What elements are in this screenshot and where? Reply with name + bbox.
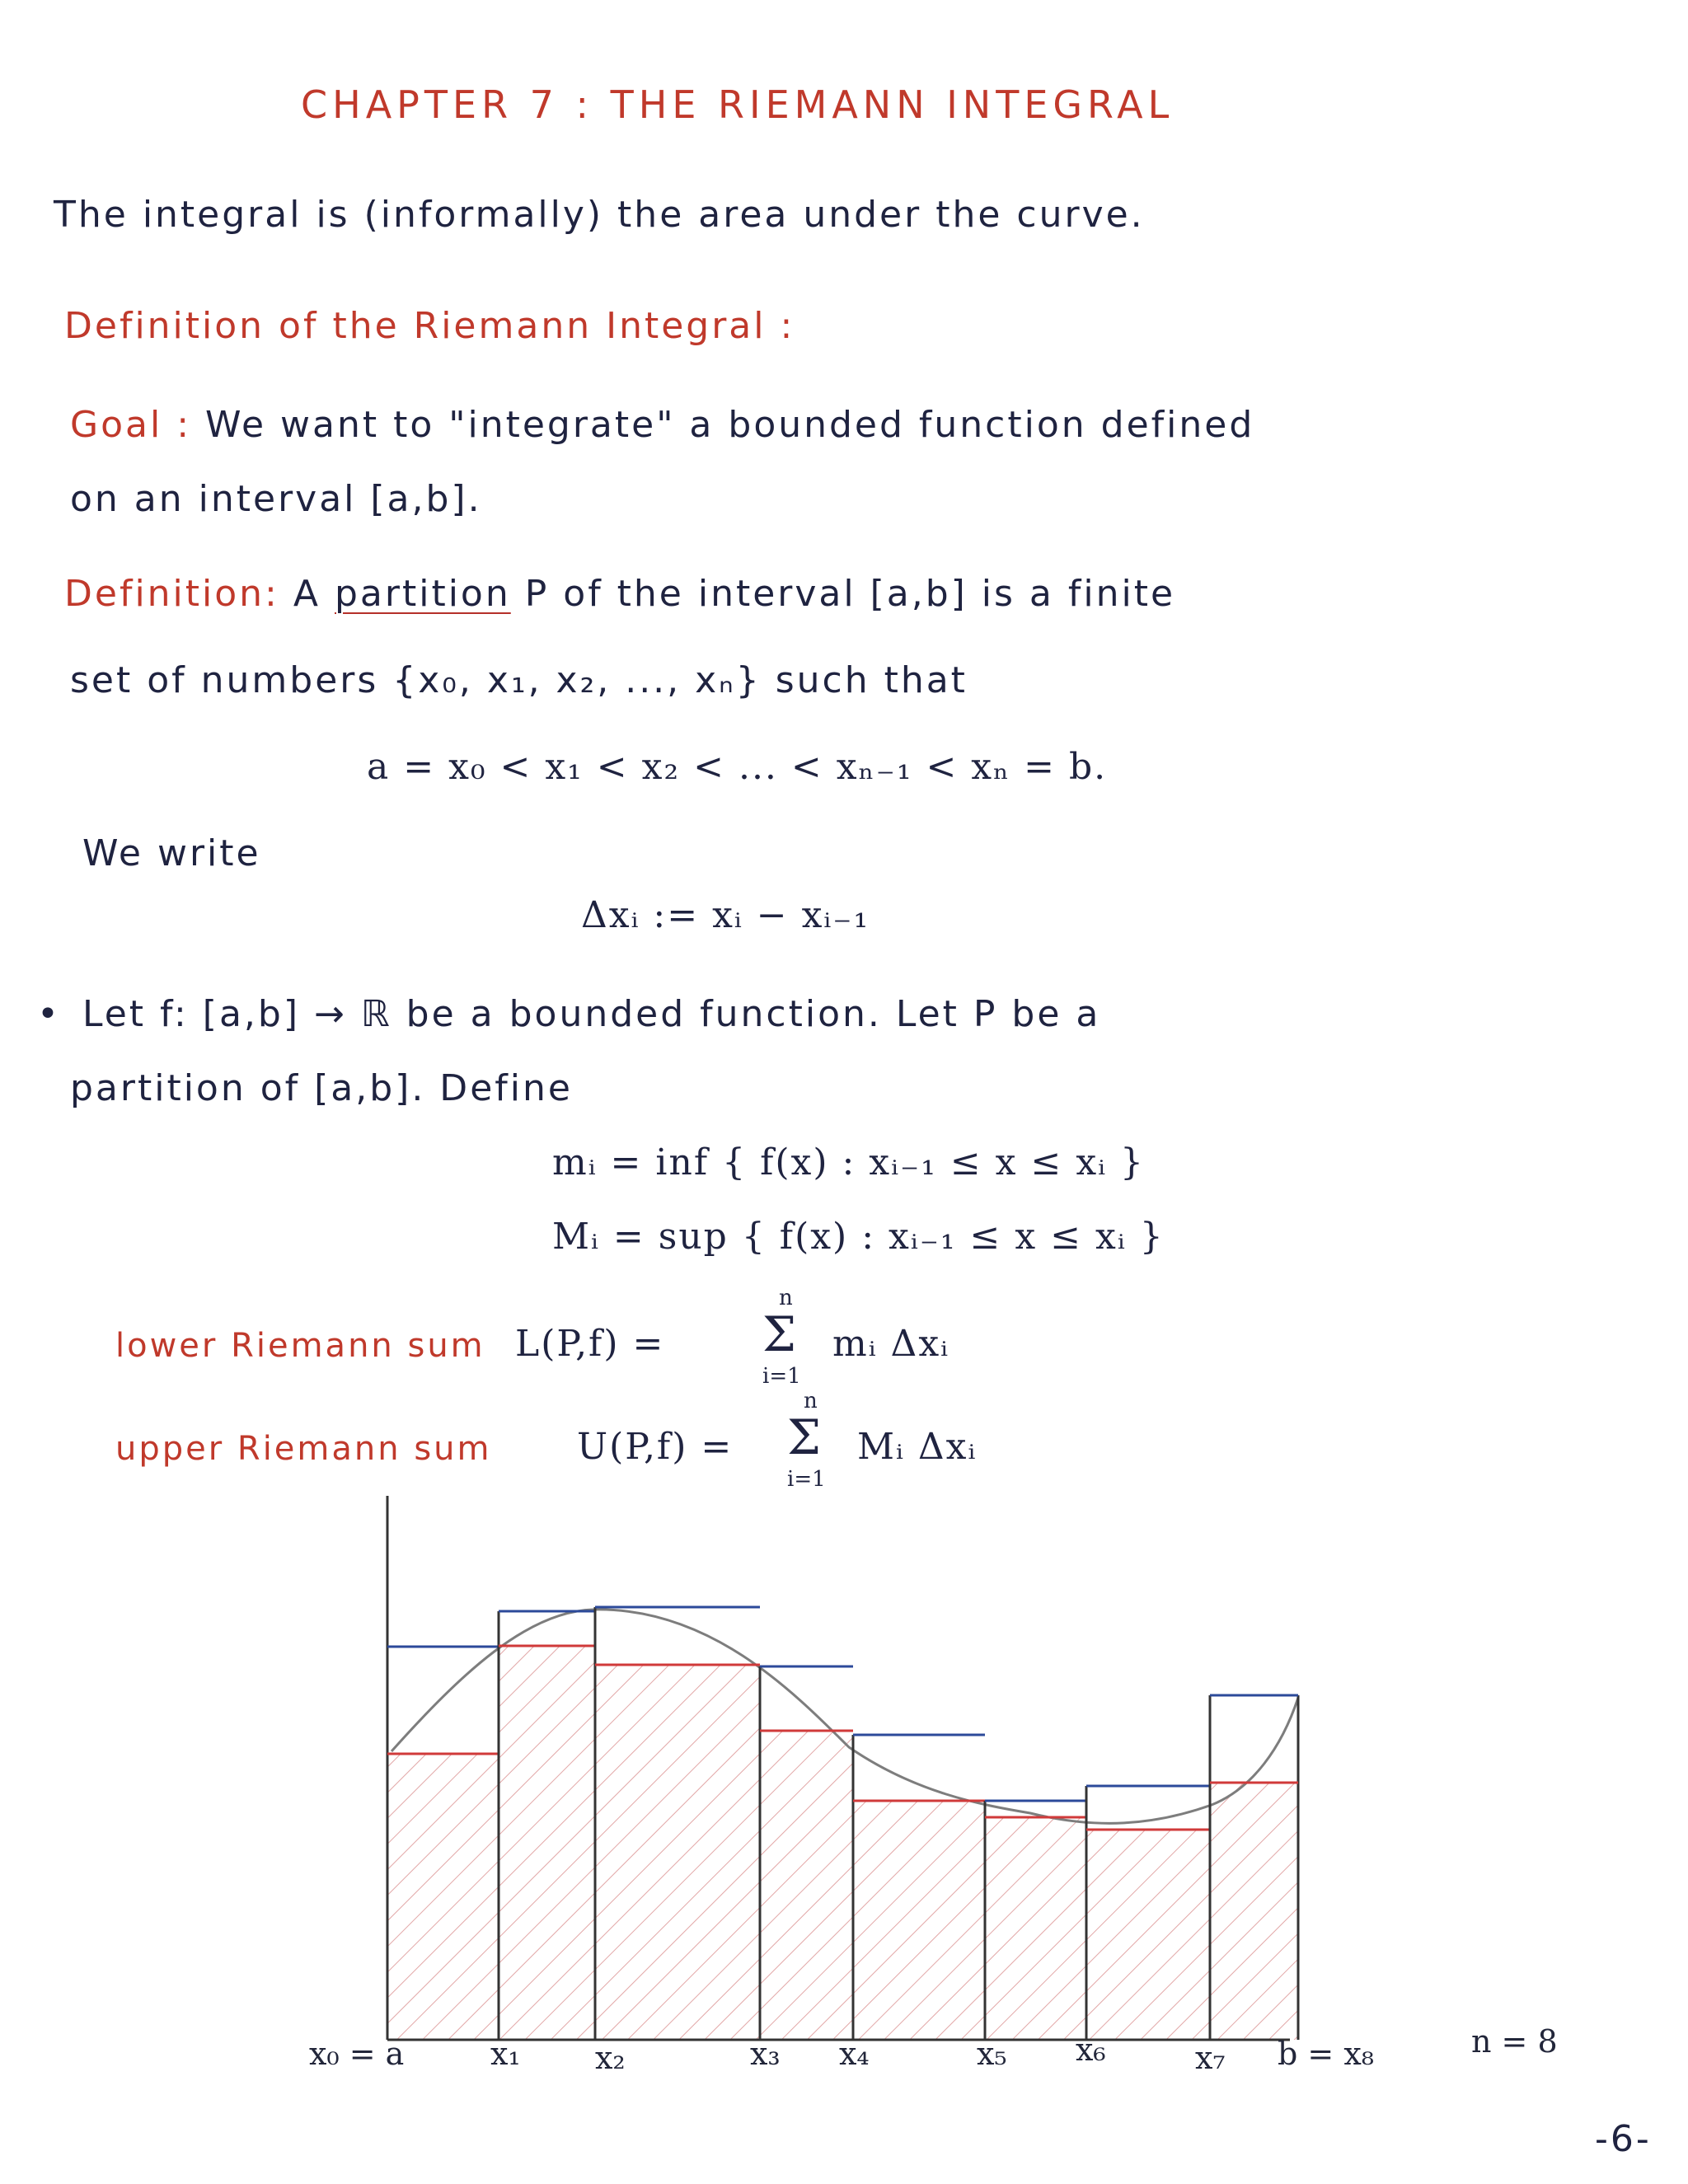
chapter-title: CHAPTER 7 : THE RIEMANN INTEGRAL — [301, 82, 1175, 127]
upper-sum-lhs: U(P,f) = — [577, 1426, 734, 1468]
lower-rect-hatch — [387, 1754, 499, 2040]
intro-text: The integral is (informally) the area under the curve. — [54, 194, 1145, 236]
upper-sum-top: n — [804, 1389, 818, 1413]
partition-def-a: A — [293, 573, 321, 615]
lower-rect-hatch — [595, 1665, 760, 2040]
tick-label-x6: x₆ — [1076, 2032, 1106, 2068]
definition-heading: Definition of the Riemann Integral : — [64, 305, 795, 347]
partition-inequality: a = x₀ < x₁ < x₂ < ... < xₙ₋₁ < xₙ = b. — [367, 746, 1108, 788]
let-line-1: Let f: [a,b] → ℝ be a bounded function. Let P be a — [82, 993, 1101, 1035]
we-write: We write — [82, 832, 261, 874]
partition-term: partition — [335, 573, 511, 615]
tick-label-x8: b = x₈ — [1278, 2036, 1374, 2072]
goal-text-1: We want to "integrate" a bounded function defined — [205, 404, 1255, 446]
lower-sum-top: n — [779, 1286, 793, 1310]
upper-sum-sigma: Σ — [787, 1409, 822, 1465]
sup-definition: Mᵢ = sup { f(x) : xᵢ₋₁ ≤ x ≤ xᵢ } — [552, 1216, 1165, 1258]
partition-def-rest-2: set of numbers {x₀, x₁, x₂, ..., xₙ} such that — [70, 659, 968, 701]
lower-sum-term: mᵢ Δxᵢ — [832, 1323, 950, 1365]
tick-label-x7: x₇ — [1195, 2040, 1226, 2076]
upper-sum-label: upper Riemann sum — [115, 1430, 492, 1468]
goal-text-2: on an interval [a,b]. — [70, 478, 482, 520]
lower-sum-bottom: i=1 — [762, 1364, 801, 1389]
lower-rect-hatch — [985, 1817, 1086, 2040]
lower-sum-lhs: L(P,f) = — [515, 1323, 665, 1365]
lower-rect-hatch — [760, 1731, 853, 2040]
tick-label-x5: x₅ — [977, 2036, 1007, 2072]
lower-sum-sigma: Σ — [762, 1306, 797, 1362]
page-number: -6- — [1595, 2118, 1652, 2160]
n-label: n = 8 — [1471, 2023, 1558, 2060]
upper-sum-bottom: i=1 — [787, 1467, 826, 1492]
inf-definition: mᵢ = inf { f(x) : xᵢ₋₁ ≤ x ≤ xᵢ } — [552, 1141, 1145, 1183]
partition-def-label: Definition: — [64, 573, 279, 615]
upper-sum-term: Mᵢ Δxᵢ — [857, 1426, 978, 1468]
tick-label-x4: x₄ — [839, 2036, 870, 2072]
tick-label-x0: x₀ = a — [309, 2036, 405, 2072]
tick-label-x2: x₂ — [595, 2040, 626, 2076]
let-line-2: partition of [a,b]. Define — [70, 1067, 573, 1109]
bullet: • — [37, 993, 61, 1035]
tick-label-x1: x₁ — [490, 2036, 521, 2072]
lower-rect-hatch — [853, 1801, 985, 2040]
lower-rect-hatch — [1086, 1830, 1210, 2040]
delta-definition: Δxᵢ := xᵢ − xᵢ₋₁ — [581, 894, 870, 936]
tick-label-x3: x₃ — [750, 2036, 781, 2072]
lower-rect-hatch — [1210, 1783, 1298, 2040]
goal-label: Goal : — [70, 404, 192, 446]
lower-sum-label: lower Riemann sum — [115, 1327, 485, 1365]
partition-def-rest-1: P of the interval [a,b] is a finite — [524, 573, 1176, 615]
lower-rect-hatch — [499, 1646, 595, 2040]
